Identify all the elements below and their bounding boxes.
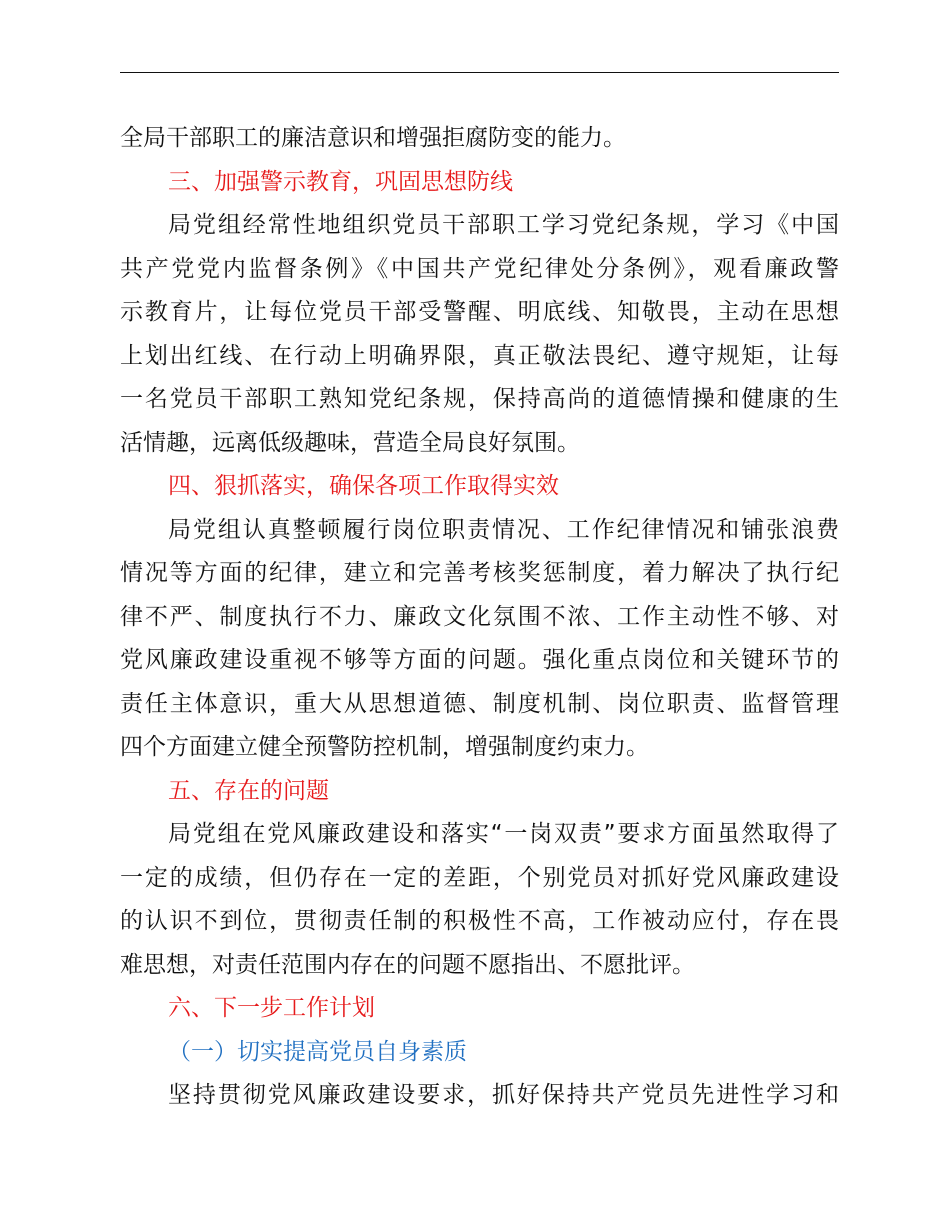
body-line: 一名党员干部职工熟知党纪条规，保持高尚的道德情操和健康的生 <box>120 386 839 412</box>
section-heading-5: 五、存在的问题 <box>168 777 329 804</box>
body-line: 情况等方面的纪律，建立和完善考核奖惩制度，着力解决了执行纪 <box>120 560 839 586</box>
section-heading-6: 六、下一步工作计划 <box>168 995 375 1021</box>
body-line: 的认识不到位，贯彻责任制的积极性不高，工作被动应付，存在畏 <box>120 908 839 934</box>
body-line: 责任主体意识，重大从思想道德、制度机制、岗位职责、监督管理 <box>120 690 839 717</box>
body-line: 示教育片，让每位党员干部受警醒、明底线、知敬畏，主动在思想 <box>120 299 839 325</box>
section-heading-4: 四、狠抓落实，确保各项工作取得实效 <box>168 473 559 499</box>
body-line: 局党组经常性地组织党员干部职工学习党纪条规，学习《中国 <box>168 212 839 238</box>
body-line: 坚持贯彻党风廉政建设要求，抓好保持共产党员先进性学习和 <box>168 1082 839 1108</box>
body-line: 一定的成绩，但仍存在一定的差距，个别党员对抓好党风廉政建设 <box>120 864 839 891</box>
body-line: 局党组认真整顿履行岗位职责情况、工作纪律情况和铺张浪费 <box>168 516 839 543</box>
body-line: 活情趣，远离低级趣味，营造全局良好氛围。 <box>120 429 580 456</box>
header-rule <box>120 72 839 73</box>
body-line: 党风廉政建设重视不够等方面的问题。强化重点岗位和关键环节的 <box>120 647 839 673</box>
body-line: 全局干部职工的廉洁意识和增强拒腐防变的能力。 <box>120 125 626 151</box>
body-line: 律不严、制度执行不力、廉政文化氛围不浓、工作主动性不够、对 <box>120 603 839 630</box>
body-line: 上划出红线、在行动上明确界限，真正敬法畏纪、遵守规矩，让每 <box>120 342 839 369</box>
document-body <box>120 117 839 1118</box>
body-line: 难思想，对责任范围内存在的问题不愿指出、不愿批评。 <box>120 951 695 978</box>
section-heading-3: 三、加强警示教育，巩固思想防线 <box>168 168 513 195</box>
body-line: 局党组在党风廉政建设和落实“一岗双责”要求方面虽然取得了 <box>168 821 839 847</box>
subsection-heading-1: （一）切实提高党员自身素质 <box>168 1038 467 1065</box>
body-line: 四个方面建立健全预警防控机制，增强制度约束力。 <box>120 734 649 760</box>
body-line: 共产党党内监督条例》《中国共产党纪律处分条例》，观看廉政警 <box>120 255 839 282</box>
